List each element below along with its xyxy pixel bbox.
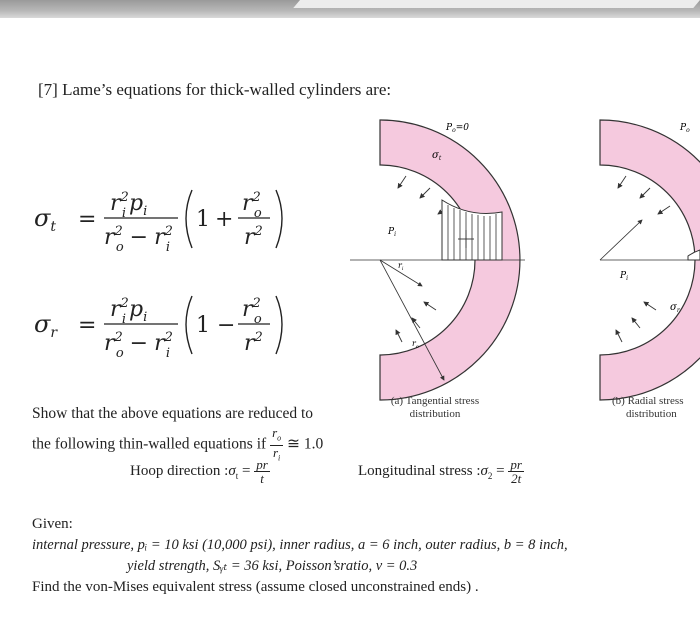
svg-text:r2ipi: $r^2$ i $p_i$ bbox=[110, 296, 148, 327]
longitudinal-equation: Longitudinal stress $:\sigma_2$ = $\frac{pr}{2t}$ bbox=[358, 457, 522, 486]
svg-text:Pi: $P_i$ bbox=[620, 271, 628, 282]
svg-text:r2: $r^2$ bbox=[244, 224, 263, 250]
given-section bbox=[32, 514, 568, 598]
svg-text:σt: $\sigma_t$ bbox=[34, 204, 57, 235]
stress-distribution-figures bbox=[350, 100, 700, 430]
label-ro-a: r bbox=[412, 339, 416, 348]
svg-text:Po: $P_o$ bbox=[680, 123, 690, 134]
figure-b-radial bbox=[600, 120, 700, 400]
label-pi-a: P bbox=[388, 227, 395, 237]
sigma-t-symbol: σ bbox=[34, 204, 51, 232]
problem-title: [7] Lame’s equations for thick-walled cylinders are: bbox=[38, 80, 392, 99]
given-line-2: yield strength, Sᵧₜ = 36 ksi, Poisson’sratio, v = 0.3 bbox=[127, 558, 418, 574]
svg-text:σr: $\sigma_r$ bbox=[34, 310, 58, 341]
hoop-equation: Hoop direction $:\sigma_t$ = $\frac{pr}{t}$ bbox=[130, 457, 268, 486]
svg-text:r2: $r^2$ bbox=[244, 330, 263, 356]
label-po-a: P bbox=[446, 123, 453, 133]
equals-sign-1: = bbox=[78, 207, 97, 232]
sigma-r-symbol: σ bbox=[34, 310, 51, 338]
svg-text:1: 1 bbox=[196, 313, 210, 338]
svg-text:r2o−r2i: $r^2$ $o - r^2$ i bbox=[104, 224, 173, 255]
svg-text:σt: $\sigma_t$ bbox=[432, 150, 442, 162]
top-edge-shadow bbox=[0, 0, 700, 18]
label-sigma-t: σ bbox=[432, 150, 439, 161]
svg-text:Po=0: $P_o=0$ bbox=[446, 123, 469, 134]
svg-text:1: 1 bbox=[196, 207, 210, 232]
given-line-1: internal pressure, pᵢ = 10 ksi (10,000 psi), inner radius, a = 6 inch, outer radius, b = 8 inch, bbox=[32, 537, 568, 553]
task-text: Find the von-Mises equivalent stress (assume closed unconstrained ends) . bbox=[32, 579, 479, 595]
svg-text:Pi: $P_i$ bbox=[388, 227, 396, 238]
caption-a: (a) Tangential stress distribution bbox=[390, 395, 480, 420]
show-text: Show that the above equations are reduced to the following thin-walled equations if $\frac{r_o}{r_i}$ ≅ 1.0 bbox=[32, 405, 324, 463]
svg-text:σr: $\sigma_r$ bbox=[670, 302, 680, 314]
lame-equations bbox=[30, 160, 330, 370]
svg-text:r2o−r2i: $r^2$ $o - r^2$ i bbox=[104, 330, 173, 361]
svg-text:ri: $r_i$ bbox=[398, 261, 404, 272]
svg-text:r2o: $r^2$ o bbox=[242, 190, 262, 221]
label-po-b: P bbox=[680, 123, 687, 133]
label-ri-a: r bbox=[398, 261, 402, 270]
ratio-fraction: $\frac{r_o}{r_i}$ bbox=[272, 425, 282, 463]
caption-b: (b) Radial stress distribution bbox=[612, 395, 684, 420]
svg-text:ro: $r_o$ bbox=[412, 339, 419, 350]
equals-sign-2: = bbox=[78, 313, 97, 338]
label-pi-b: P bbox=[620, 271, 627, 281]
svg-text:r2o: $r^2$ o bbox=[242, 296, 262, 327]
svg-text:r2ipi: $r^2$ i $p_i$ bbox=[110, 190, 148, 221]
svg-text:−: − bbox=[217, 313, 236, 338]
given-label: Given: bbox=[32, 516, 73, 532]
label-sigma-r: σ bbox=[670, 302, 677, 313]
svg-text:+: + bbox=[215, 207, 234, 232]
figure-a-tangential bbox=[350, 120, 525, 400]
